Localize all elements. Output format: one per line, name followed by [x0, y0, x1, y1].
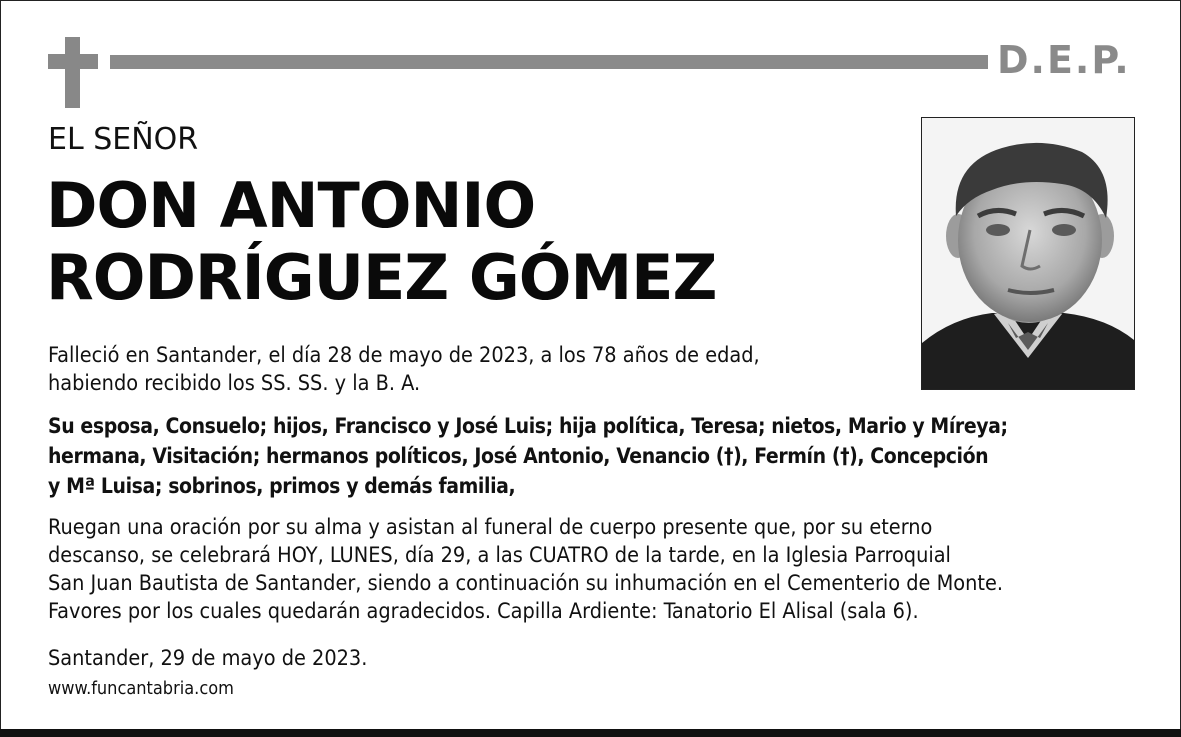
website-link[interactable]: www.funcantabria.com — [48, 678, 234, 699]
death-notice-line-1: Falleció en Santander, el día 28 de mayo de 2023, a los 78 años de edad, — [48, 343, 760, 368]
portrait-photo — [921, 117, 1135, 390]
request-line-4: Favores por los cuales quedarán agradecidos. Capilla Ardiente: Tanatorio El Alisal (sala 6). — [48, 599, 919, 624]
bottom-border — [0, 729, 1181, 737]
family-line-2: hermana, Visitación; hermanos políticos, José Antonio, Venancio (†), Fermín (†), Concepción — [48, 444, 989, 468]
request-line-2: descanso, se celebrará HOY, LUNES, día 29, a las CUATRO de la tarde, en la Iglesia Parroquial — [48, 543, 951, 568]
death-notice-line-2: habiendo recibido los SS. SS. y la B. A. — [48, 371, 421, 396]
portrait-image — [922, 118, 1134, 389]
title-prefix: EL SEÑOR — [48, 122, 199, 157]
header-rule — [110, 55, 988, 69]
place-date: Santander, 29 de mayo de 2023. — [48, 646, 368, 671]
family-line-3: y Mª Luisa; sobrinos, primos y demás familia, — [48, 474, 516, 498]
cross-icon-bar — [48, 54, 98, 69]
name-line-2: RODRÍGUEZ GÓMEZ — [46, 241, 717, 314]
cross-icon — [65, 37, 80, 108]
dep-heading: D.E.P. — [997, 38, 1131, 82]
name-line-1: DON ANTONIO — [46, 169, 536, 242]
deceased-name — [46, 170, 716, 314]
family-line-1: Su esposa, Consuelo; hijos, Francisco y José Luis; hija política, Teresa; nietos, Mario y Míreya; — [48, 414, 1008, 438]
request-line-3: San Juan Bautista de Santander, siendo a continuación su inhumación en el Cementerio de Monte. — [48, 571, 1004, 596]
request-line-1: Ruegan una oración por su alma y asistan al funeral de cuerpo presente que, por su eterno — [48, 515, 933, 540]
